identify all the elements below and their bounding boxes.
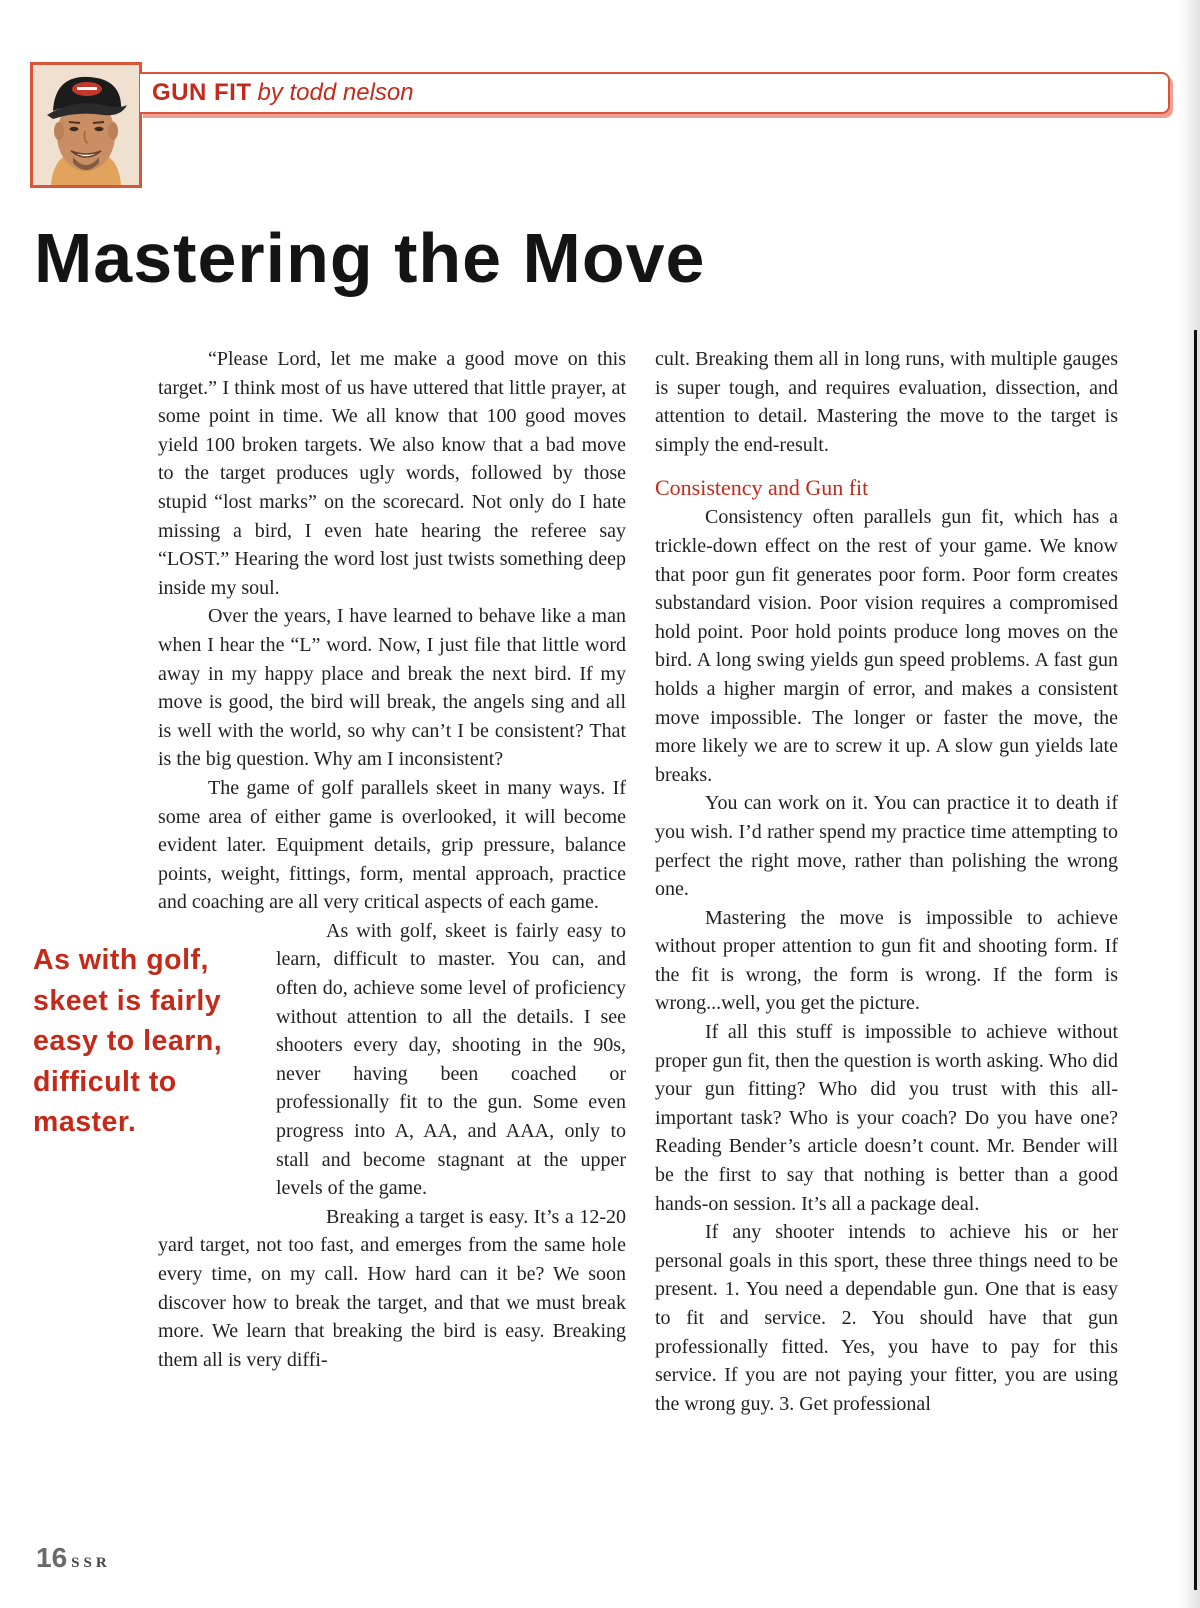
body-paragraph: As with golf, skeet is fairly easy to learn, difficult to master. You can, and often do, achieve some level of proficiency without attention to all the details. I see shooters every day, shooting in the 90s, never having been coached or professionally fit to the gun. Some even progress into A, AA, and AAA, only to stall and become stagnant at the upper levels of the game.	[276, 919, 626, 1200]
body-paragraph: Breaking a target is easy. It’s a 12-20 yard target, not too fast, and emerges from the same hole every time, on my call. How hard can it be? We soon discover how to break the target, and that we must break more. We learn that breaking the bird is easy. Breaking them all is very diffi-	[158, 1205, 626, 1371]
page-number: 16	[36, 1542, 68, 1573]
page-edge-line	[1194, 330, 1197, 1590]
column-name: GUN FIT	[152, 79, 252, 106]
article-column-right	[655, 345, 1118, 1418]
body-paragraph: Over the years, I have learned to behave like a man when I hear the “L” word. Now, I just file that little word away in my happy place and break the next bird. If my move is good, the bird will break, the angels sing and all is well with the world, so why can’t I be consistent? That is the big question. Why am I inconsistent?	[158, 605, 626, 771]
article-title: Mastering the Move	[34, 219, 706, 297]
body-paragraph: The game of golf parallels skeet in many ways. If some area of either game is overlooked, it will become evident later. Equipment details, grip pressure, balance points, weight, fittings, form, mental approach, practice and coaching are all very critical aspects of each game.	[158, 774, 626, 917]
column-header-banner	[140, 72, 1170, 114]
author-portrait-image	[33, 65, 139, 185]
pull-quote: As with golf, skeet is fairly easy to learn, difficult to master.	[33, 944, 223, 1138]
body-paragraph: Consistency often parallels gun fit, which has a trickle-down effect on the rest of your game. We know that poor gun fit generates poor form. Poor form creates substandard vision. Poor vision requires a compromised hold point. Poor hold points produce long moves on the bird. A long swing yields gun speed problems. A fast gun holds a higher margin of error, and makes a consistent move impossible. The longer or faster the move, the more likely we are to screw it up. A slow gun yields late breaks.	[655, 506, 1118, 786]
section-subheading: Consistency and Gun fit	[655, 475, 869, 501]
page-footer	[36, 1542, 111, 1574]
article-column-left	[158, 345, 626, 1374]
author-byline: by todd nelson	[257, 79, 414, 106]
author-photo	[30, 62, 142, 188]
body-paragraph: You can work on it. You can practice it to death if you wish. I’d rather spend my practice time attempting to perfect the right move, rather than polishing the wrong one.	[655, 792, 1118, 901]
body-paragraph: cult. Breaking them all in long runs, with multiple gauges is super tough, and requires evaluation, dissection, and attention to detail. Mastering the move to the target is simply the end-result.	[655, 348, 1118, 456]
magazine-abbreviation: SSR	[71, 1555, 111, 1571]
body-paragraph: If any shooter intends to achieve his or her personal goals in this sport, these three things need to be present. 1. You need a dependable gun. One that is easy to fit and service. 2. You should have that gun professionally fitted. Yes, you have to pay for this service. If you are not paying your fitter, you are using the wrong guy. 3. Get professional	[655, 1221, 1118, 1415]
body-paragraph: If all this stuff is impossible to achieve without proper gun fit, then the question is worth asking. Who did your gun fitting? Who did you trust with this all-important task? Who is your coach? Do you have one? Reading Bender’s article doesn’t count. Mr. Bender will be the first to say that nothing is better than a good hands-on session. It’s all a package deal.	[655, 1021, 1118, 1215]
body-paragraph: “Please Lord, let me make a good move on this target.” I think most of us have uttered that little prayer, at some point in time. We all know that 100 good moves yield 100 broken targets. We also know that a bad move to the target produces ugly words, followed by those stupid “lost marks” on the scorecard. Not only do I hate missing a bird, I even hate hearing the referee say “LOST.” Hearing the word lost just twists something deep inside my soul.	[158, 348, 626, 599]
body-paragraph: Mastering the move is impossible to achieve without proper attention to gun fit and shooting form. If the fit is wrong, the form is wrong. If the form is wrong...well, you get the picture.	[655, 906, 1118, 1015]
